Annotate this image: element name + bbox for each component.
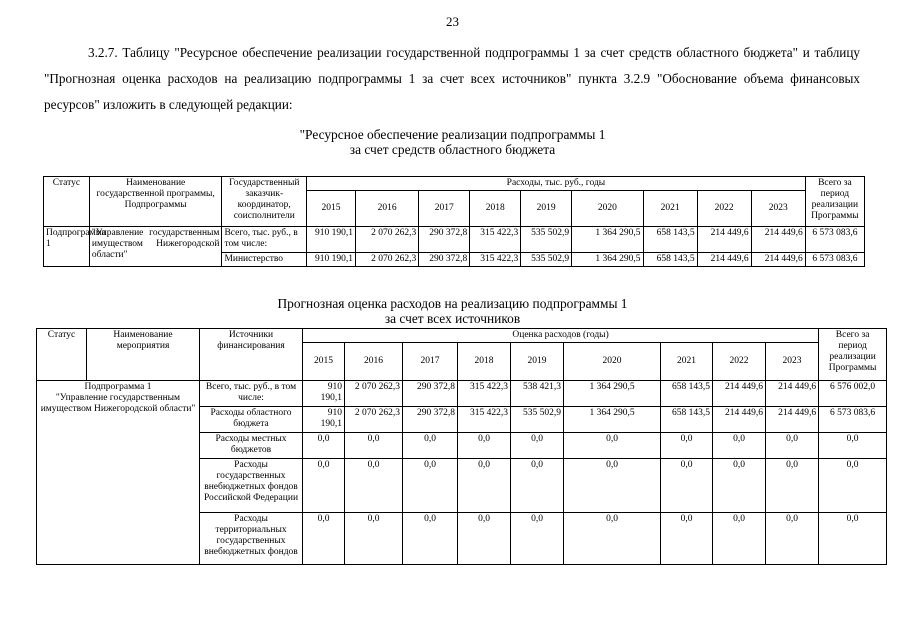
t1-year: 2022 [697,191,751,227]
table-row [37,381,887,407]
resource-table [43,176,865,267]
t2-year: 2022 [713,343,766,381]
t1-cell: 910 190,1 [307,227,356,253]
t1-header-expenses: Расходы, тыс. руб., годы [307,177,806,191]
t2-cell: 0,0 [403,513,458,565]
t2-cell: 315 422,3 [458,381,511,407]
t1-cell: 658 143,5 [643,227,697,253]
t2-cell: 0,0 [458,433,511,459]
t2-cell: 290 372,8 [403,381,458,407]
t1-year: 2020 [572,191,643,227]
t2-cell: 2 070 262,3 [345,407,403,433]
t2-year: 2021 [661,343,713,381]
t2-cell: 214 449,6 [713,407,766,433]
t2-cell: 0,0 [303,433,345,459]
t2-total: 6 573 083,6 [819,407,887,433]
t1-cell: 1 364 290,5 [572,253,643,267]
t2-cell: 0,0 [403,433,458,459]
t2-total: 0,0 [819,513,887,565]
t2-cell: 0,0 [303,513,345,565]
t2-row-label: Расходы территориальных государственных внебюджетных фондов [200,513,303,565]
t1-year: 2015 [307,191,356,227]
t1-year: 2021 [643,191,697,227]
t2-cell: 1 364 290,5 [564,407,661,433]
t2-cell: 0,0 [403,459,458,513]
t1-cell: 2 070 262,3 [356,253,419,267]
t2-total: 0,0 [819,459,887,513]
forecast-table [36,328,887,565]
t2-cell: 0,0 [511,433,564,459]
t2-cell: 214 449,6 [766,407,819,433]
t1-cell: 214 449,6 [751,227,805,253]
t2-year: 2020 [564,343,661,381]
table2-title-line2: за счет всех источников [384,311,521,326]
t2-cell: 0,0 [303,459,345,513]
t1-year: 2016 [356,191,419,227]
t1-year: 2017 [419,191,470,227]
t2-cell: 0,0 [564,459,661,513]
t2-cell: 0,0 [564,433,661,459]
t2-cell: 0,0 [661,513,713,565]
t1-program-name: "Управление государственным имуществом Нижегородской области" [89,227,222,267]
t2-cell: 0,0 [345,459,403,513]
t2-cell: 658 143,5 [661,381,713,407]
t1-cell: 214 449,6 [697,253,751,267]
t2-cell: 1 364 290,5 [564,381,661,407]
t1-total: 6 573 083,6 [805,227,864,253]
t2-cell: 0,0 [345,433,403,459]
t1-cell: 658 143,5 [643,253,697,267]
t2-year: 2016 [345,343,403,381]
t2-header-name: Наименование мероприятия [87,329,200,381]
table1-title-line1: "Ресурсное обеспечение реализации подпрограммы 1 [299,127,606,142]
t1-header-executor: Государственный заказчик-координатор, соисполнители [222,177,307,227]
t2-cell: 0,0 [766,459,819,513]
t1-total: 6 573 083,6 [805,253,864,267]
t2-header-sources: Источники финансирования [200,329,303,381]
t2-row-label: Расходы государственных внебюджетных фондов Российской Федерации [200,459,303,513]
t2-cell: 0,0 [511,513,564,565]
t2-row-label: Расходы областного бюджета [200,407,303,433]
t2-cell: 658 143,5 [661,407,713,433]
t2-cell: 315 422,3 [458,407,511,433]
t2-year: 2018 [458,343,511,381]
t1-year: 2018 [470,191,521,227]
t2-cell: 0,0 [766,513,819,565]
t1-cell: 315 422,3 [470,227,521,253]
t1-cell: 2 070 262,3 [356,227,419,253]
t2-cell: 0,0 [766,433,819,459]
table1-title-line2: за счет средств областного бюджета [349,142,556,157]
t1-status: Подпрограмма 1 [44,227,90,267]
t2-cell: 214 449,6 [713,381,766,407]
t2-cell: 0,0 [713,513,766,565]
t2-cell: 0,0 [345,513,403,565]
intro-text: 3.2.7. Таблицу "Ресурсное обеспечение реализации государственной подпрограммы 1 за счет средств областного бюджета" и таблицу "Прогнозная оценка расходов на реализацию подпрограммы 1 за счет всех источников" пункта 3.2.9 "Обоснование объема финансовых ресурсов" изложить в следующей редакции: [44,45,860,112]
t1-cell: 290 372,8 [419,253,470,267]
t2-program-line2: "Управление государственным имуществом Нижегородской области" [40,393,196,414]
t2-cell: 2 070 262,3 [345,381,403,407]
t1-cell: 214 449,6 [751,253,805,267]
table2-title-line1: Прогнозная оценка расходов на реализацию подпрограммы 1 [277,296,628,311]
t2-program [37,381,200,565]
t1-header-name: Наименование государственной программы, Подпрограммы [89,177,222,227]
t2-year: 2015 [303,343,345,381]
t1-row-label: Министерство [222,253,307,267]
t1-cell: 910 190,1 [307,253,356,267]
t2-cell: 535 502,9 [511,407,564,433]
t2-cell: 0,0 [661,459,713,513]
t2-total: 0,0 [819,433,887,459]
t2-year: 2023 [766,343,819,381]
t1-cell: 1 364 290,5 [572,227,643,253]
t2-header-estimate: Оценка расходов (годы) [303,329,819,343]
t2-cell: 214 449,6 [766,381,819,407]
t2-cell: 0,0 [458,459,511,513]
t2-row-label: Расходы местных бюджетов [200,433,303,459]
t2-cell: 0,0 [713,433,766,459]
t2-row-label: Всего, тыс. руб., в том числе: [200,381,303,407]
t1-year: 2019 [521,191,572,227]
table-row [44,227,865,253]
t2-cell: 0,0 [458,513,511,565]
t1-year: 2023 [751,191,805,227]
t2-cell: 0,0 [564,513,661,565]
t2-total: 6 576 002,0 [819,381,887,407]
t1-header-total: Всего за период реализации Программы [805,177,864,227]
t1-cell: 214 449,6 [697,227,751,253]
t2-year: 2017 [403,343,458,381]
t2-cell: 0,0 [661,433,713,459]
t1-header-status: Статус [44,177,90,227]
t2-cell: 290 372,8 [403,407,458,433]
t2-cell: 0,0 [713,459,766,513]
t2-program-line1: Подпрограмма 1 [84,382,152,392]
t2-cell: 538 421,3 [511,381,564,407]
t2-cell: 910 190,1 [303,381,345,407]
t2-header-status: Статус [37,329,87,381]
t1-cell: 535 502,9 [521,227,572,253]
t1-cell: 315 422,3 [470,253,521,267]
t2-cell: 0,0 [511,459,564,513]
t2-cell: 910 190,1 [303,407,345,433]
t1-cell: 290 372,8 [419,227,470,253]
t1-row-label: Всего, тыс. руб., в том числе: [222,227,307,253]
page-number: 23 [446,14,459,29]
t2-header-total: Всего за период реализации Программы [819,329,887,381]
t2-year: 2019 [511,343,564,381]
intro-paragraph [44,40,860,118]
t1-cell: 535 502,9 [521,253,572,267]
